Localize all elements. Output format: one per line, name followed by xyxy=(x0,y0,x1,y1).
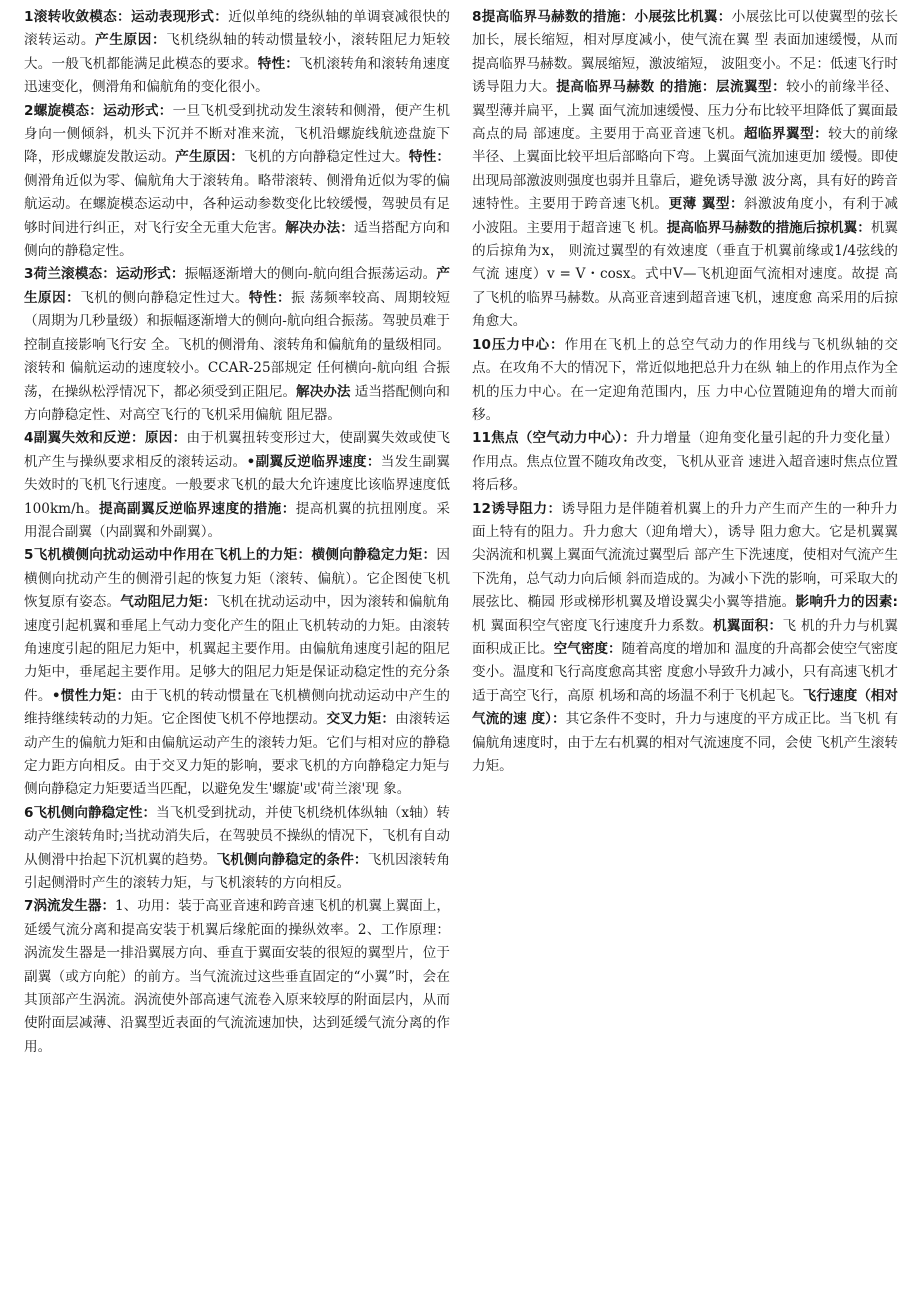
body-text: 适当搭配方向和侧向的静稳定性。 xyxy=(24,219,450,260)
body-text: 斜激波角度小，有利于减小波阻。主要用于超音速飞 机。 xyxy=(472,196,898,236)
body-text: 诱导阻力是伴随着机翼上的升力产生而产生的一种升力面上特有的阻力。升力愈大（迎角增大），诱导 阻力愈大。它是机翼翼尖涡流和机翼上翼面气流流过翼型后 部产生下洗速度，使相对气流产生下洗角，总气动力向后倾 斜而造成的。为减小下洗的影响，可采取大的展弦比、椭园 形或梯形机翼及增设翼尖小翼等措施。 xyxy=(472,500,898,611)
term-heading: 原因： xyxy=(144,430,187,447)
term-heading: 特性： xyxy=(257,55,299,72)
term-heading: 12诱导阻力： xyxy=(472,500,562,517)
body-text: 由于飞机的转动惯量在飞机横侧向扰动运动中产生的维持继续转动的力矩。它企图使飞机不停地摆动。 xyxy=(24,687,450,728)
term-heading: 超临界翼型： xyxy=(743,126,829,143)
term-heading: 产生原因： xyxy=(175,149,244,166)
body-text: 机 翼面积空气密度飞行速度升力系数。 xyxy=(472,617,713,634)
body-text: 1、功用：装于高亚音速和跨音速飞机的机翼上翼面上，延缓气流分离和提高安装于机翼后缘舵面的操纵效率。2、工作原理：涡流发生器是一排沿翼展方向、垂直于翼面安装的很短的翼型片，位于副翼（或方向舵）的前方。当气流流过这些垂直固定的“小翼”时，会在其顶部产生涡流。涡流使外部高速气流卷入原来较厚的附面层内，从而使附面层减薄、沿翼型近表面的气流流速加快，达到延缓气流分离的作用。 xyxy=(24,898,450,1055)
term-heading: 提高副翼反逆临界速度的措施： xyxy=(98,500,296,517)
body-text: 较大的前缘 半径、上翼面比较平坦后部略向下弯。上翼面气流加速更加 缓慢。即使出现局部激波则强度也弱并且靠后，避免诱导激 波分离，具有好的跨音速特性。主要用于跨音速飞机。 xyxy=(472,126,898,213)
term-heading: 提高临界马赫数的措施后掠机翼： xyxy=(666,219,871,236)
term-heading: 产生原因： xyxy=(24,266,450,306)
body-text: 飞机绕纵轴的转动惯量较小，滚转阻尼力矩较大。一般飞机都能满足此模态的要求。 xyxy=(24,32,450,72)
paragraph xyxy=(472,427,898,497)
term-heading: 提高临界马赫数 的措施： xyxy=(556,79,716,96)
term-heading: 2螺旋模态： xyxy=(24,102,104,119)
term-heading: 飞行速度（相对气流的速 度）： xyxy=(472,687,898,728)
body-text: 其它条件不变时，升力与速度的平方成正比。当飞机 有偏航角速度时，由于左右机翼的相对气流速度不同，会使 飞机产生滚转力矩。 xyxy=(472,711,898,774)
term-heading: 机翼面积： xyxy=(712,617,783,634)
term-heading: 更薄 翼型： xyxy=(668,196,744,213)
body-text: 当飞机受到扰动，并使飞机绕机体纵轴（x轴）转动产生滚转角时;当扰动消失后，在驾驶员不操纵的情况下，飞机有自动从侧滑中抬起下沉机翼的趋势。 xyxy=(24,804,450,868)
term-heading: 运动形式： xyxy=(103,102,173,119)
paragraph xyxy=(472,498,898,779)
body-text: 小展弦比可以使翼型的弦长加长，展长缩短，相对厚度减小，使气流在翼 型 表面加速缓慢，从而提高临界马赫数。翼展缩短，激波缩短， 波阻变小。不足：低速飞行时诱导阻力大。 xyxy=(472,9,898,96)
body-text: 提高机翼的抗扭刚度。采用混合副翼（内副翼和外副翼）。 xyxy=(24,500,450,540)
body-text: 由滚转运动产生的偏航力矩和由偏航运动产生的滚转力矩。它们与相对应的静稳定力距方向相反。由于交叉力矩的影响，要求飞机的方向静稳定力矩与侧向静稳定力矩要适当匹配，以避免发生'螺旋'或'荷兰滚'现 象。 xyxy=(24,711,450,798)
term-heading: 横侧向静稳定力矩： xyxy=(311,547,437,564)
left-column xyxy=(24,6,450,1296)
body-text: 升力增量（迎角变化量引起的升力变化量）作用点。焦点位置不随攻角改变，飞机从亚音 速进入超音速时焦点位置将后移。 xyxy=(472,430,898,494)
paragraph xyxy=(24,100,450,264)
term-heading: 5飞机横侧向扰动运动中作用在飞机上的力矩： xyxy=(24,547,312,564)
term-heading: 解决办法 xyxy=(296,383,351,400)
body-text: 机翼的后掠角为x， 则流过翼型的有效速度（垂直于机翼前缘或1/4弦线的气流 速度）v = V・cosx。式中V—飞机迎面气流相对速度。故提 高了飞机的临界马赫数。从高亚音速到超音速飞机，速度愈 高采用的后掠角愈大。 xyxy=(472,219,898,330)
term-heading: 气动阻尼力矩： xyxy=(120,594,217,611)
body-text: 作用在飞机上的总空气动力的作用线与飞机纵轴的交点。在攻角不大的情况下，常近似地把总升力在纵 轴上的作用点作为全机的压力中心。在一定迎角范围内，压 力中心位置随迎角的增大而前移。 xyxy=(472,336,898,423)
body-text: 侧滑角近似为零、偏航角大于滚转角。略带滚转、侧滑角近似为零的偏航运动。在螺旋模态运动中，各种运动参数变化比较缓慢，驾驶员有足够时间进行纠正，对飞行安全无重大危害。 xyxy=(24,172,450,236)
term-heading: 7涡流发生器： xyxy=(24,898,116,915)
paragraph xyxy=(24,6,450,100)
body-text: 随着高度的增加和 温度的升高都会使空气密度变小。温度和飞行高度愈高其密 度愈小导致升力减小，只有高速飞机才适于高空飞行，高原 机场和高的场温不利于飞机起飞。 xyxy=(472,640,898,704)
term-heading: 飞机侧向静稳定的条件： xyxy=(216,851,368,868)
body-text: 适当搭配侧向和方向静稳定性、对高空飞行的飞机采用偏航 阻尼器。 xyxy=(24,383,450,423)
term-heading: 11焦点（空气动力中心）： xyxy=(472,430,637,447)
term-heading: 6飞机侧向静稳定性： xyxy=(24,804,157,821)
paragraph xyxy=(24,544,450,801)
term-heading: 运动表现形式： xyxy=(130,9,229,25)
term-heading: 8提高临界马赫数的措施： xyxy=(472,9,635,25)
term-heading: 3荷兰滚模态： xyxy=(24,266,116,283)
term-heading: 影响升力的因素: xyxy=(795,594,898,611)
term-heading: 空气密度： xyxy=(553,640,622,657)
paragraph xyxy=(24,427,450,544)
body-text: 近似单纯的绕纵轴的单调衰减很快的滚转运动。 xyxy=(24,9,450,49)
term-heading: 产生原因： xyxy=(95,32,167,49)
term-heading: 解决办法： xyxy=(285,219,354,236)
paragraph xyxy=(24,895,450,1059)
body-text: 飞机在扰动运动中，因为滚转和偏航角速度引起机翼和垂尾上气动力变化产生的阻止飞机转动的力矩。由滚转角速度引起的阻尼力矩中，机翼起主要作用。由偏航角速度引起的阻尼力矩中，垂尾起主要作用。足够大的阻尼力矩是保证动稳定性的充分条件。 xyxy=(24,594,450,704)
term-heading: 4副翼失效和反逆： xyxy=(24,430,145,447)
term-heading: 小展弦比机翼： xyxy=(634,9,732,25)
paragraph xyxy=(24,263,450,427)
term-heading: •惯性力矩： xyxy=(51,687,131,704)
term-heading: 1滚转收敛模态： xyxy=(24,9,131,25)
body-text: 飞 机的升力与机翼面积成正比。 xyxy=(472,617,898,657)
term-heading: 交叉力矩： xyxy=(326,711,396,728)
body-text: 飞机的方向静稳定性过大。 xyxy=(243,149,409,166)
body-text: 飞机的侧向静稳定性过大。 xyxy=(80,289,249,306)
paragraph xyxy=(24,802,450,896)
body-text: 飞机滚转角和滚转角速度迅速变化，侧滑角和偏航角的变化很小。 xyxy=(24,55,450,96)
body-text: 因横侧向扰动产生的侧滑引起的恢复力矩（滚转、偏航）。它企图使飞机恢复原有姿态。 xyxy=(24,547,450,611)
term-heading: 层流翼型： xyxy=(715,79,787,96)
term-heading: 特性： xyxy=(408,149,450,166)
right-column xyxy=(472,6,898,1296)
term-heading: 特性： xyxy=(248,289,292,306)
body-text: 一旦飞机受到扰动发生滚转和侧滑，便产生机身向一侧倾斜，机头下沉并不断对准来流，飞机沿螺旋线航迹盘旋下降，形成螺旋发散运动。 xyxy=(24,102,450,166)
body-text: 当发生副翼失效时的飞机飞行速度。一般要求飞机的最大允许速度比该临界速度低100km/h。 xyxy=(24,453,450,517)
body-text: 飞机因滚转角引起侧滑时产生的滚转力矩，与飞机滚转的方向相反。 xyxy=(24,851,450,892)
body-text: 振幅逐渐增大的侧向-航向组合振荡运动。 xyxy=(184,266,437,283)
term-heading: 10压力中心： xyxy=(472,336,565,353)
body-text: 振 荡频率较高、周期较短（周期为几秒量级）和振幅逐渐增大的侧向-航向组合振荡。驾驶员难于控制直接影响飞行安 全。飞机的侧滑角、滚转角和偏航角的量级相同。滚转和 偏航运动的速度较小。CCAR-25部规定 任何横向-航向组 合振荡，在操纵松浮情况下，都必须受到正阻尼。 xyxy=(24,289,450,400)
term-heading: •副翼反逆临界速度： xyxy=(246,453,381,470)
paragraph xyxy=(472,334,898,428)
body-text: 较小的前缘半径、翼型薄并扁平，上翼 面气流加速缓慢、压力分布比较平坦降低了翼面最高点的局 部速度。主要用于高亚音速飞机。 xyxy=(472,79,898,143)
paragraph xyxy=(472,6,898,334)
term-heading: 运动形式： xyxy=(115,266,185,283)
body-text: 由于机翼扭转变形过大，使副翼失效或使飞机产生与操纵要求相反的滚转运动。 xyxy=(24,430,450,470)
